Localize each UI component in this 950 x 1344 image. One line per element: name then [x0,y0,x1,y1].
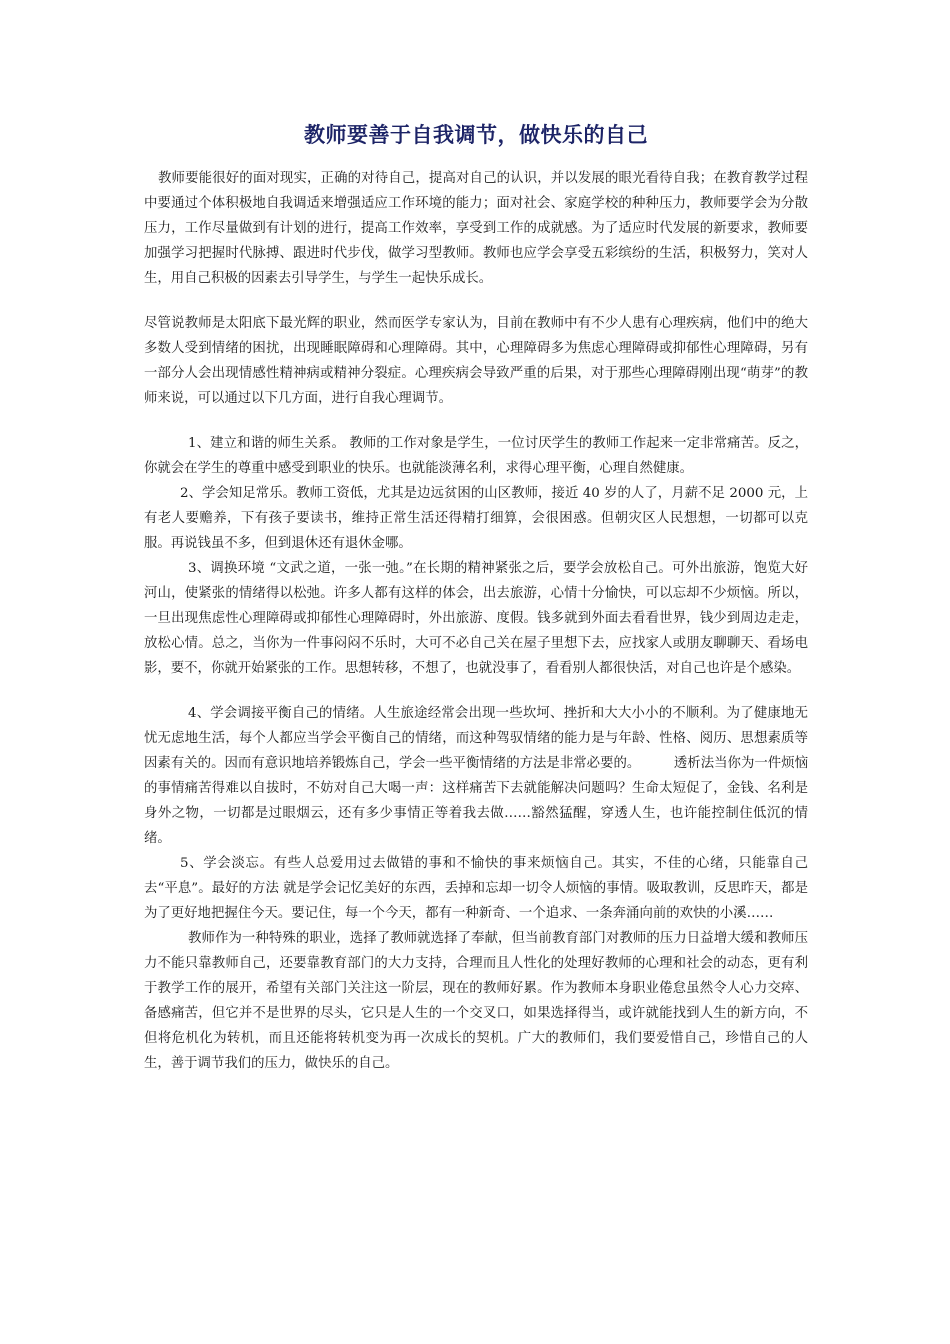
paragraph-conclusion: 教师作为一种特殊的职业，选择了教师就选择了奉献，但当前教育部门对教师的压力日益增大缓和教师压力不能只靠教师自己，还要靠教育部门的大力支持，合理而且人性化的处理好教师的心理和社会的动态，更有利于教学工作的展开，希望有关部门关注这一阶层，现在的教师好累。作为教师本身职业倦怠虽然令人心力交瘁、备感痛苦，但它并不是世界的尽头，它只是人生的一个交叉口，如果选择得当，或许就能找到人生的新方向，不但将危机化为转机，而且还能将转机变为再一次成长的契机。广大的教师们，我们要爱惜自己，珍惜自己的人生，善于调节我们的压力，做快乐的自己。 [144,931,808,1071]
paragraph-point-3: 3、调换环境 “文武之道，一张一弛。”在长期的精神紧张之后，要学会放松自己。可外出旅游，饱览大好河山，使紧张的情绪得以松弛。许多人都有这样的体会，出去旅游，心情十分愉快，可以忘却不少烦恼。所以，一旦出现焦虑性心理障碍或抑郁性心理障碍时，外出旅游、度假。钱多就到外面去看看世界，钱少到周边走走，放松心情。总之，当你为一件事闷闷不乐时，大可不必自己关在屋子里想下去，应找家人或朋友聊聊天、看场电影，要不，你就开始紧张的工作。思想转移，不想了，也就没事了，看看别人都很快活，对自己也许是个感染。 [144,561,808,676]
document-title: 教师要善于自我调节，做快乐的自己 [304,123,648,147]
paragraph-background: 尽管说教师是太阳底下最光辉的职业，然而医学专家认为，目前在教师中有不少人患有心理疾病，他们中的绝大多数人受到情绪的困扰，出现睡眠障碍和心理障碍。其中，心理障碍多为焦虑心理障碍或抑郁性心理障碍，另有一部分人会出现情感性精神病或精神分裂症。心理疾病会导致严重的后果，对于那些心理障碍刚出现“萌芽”的教师来说，可以通过以下几方面，进行自我心理调节。 [144,316,808,406]
paragraph-point-1: 1、建立和谐的师生关系。 教师的工作对象是学生，一位讨厌学生的教师工作起来一定非常痛苦。反之，你就会在学生的尊重中感受到职业的快乐。也就能淡薄名利，求得心理平衡，心理自然健康。 [144,436,808,476]
paragraph-intro: 教师要能很好的面对现实，正确的对待自己，提高对自己的认识，并以发展的眼光看待自我；在教育教学过程中要通过个体积极地自我调适来增强适应工作环境的能力；面对社会、家庭学校的种种压力，教师要学会为分散压力，工作尽量做到有计划的进行，提高工作效率，享受到工作的成就感。为了适应时代发展的新要求，教师要加强学习把握时代脉搏、跟进时代步伐，做学习型教师。教师也应学会享受五彩缤纷的生活，积极努力，笑对人生，用自己积极的因素去引导学生，与学生一起快乐成长。 [144,171,808,286]
paragraph-point-5: 5、学会淡忘。有些人总爱用过去做错的事和不愉快的事来烦恼自己。其实，不佳的心绪，只能靠自己去“平息”。最好的方法 就是学会记忆美好的东西，丢掉和忘却一切令人烦恼的事情。吸取教训，反思昨天，都是为了更好地把握住今天。要记住，每一个今天，都有一种新奇、一个追求、一条奔涌向前的欢快的小溪…… [144,856,808,921]
document-page [144,118,808,1076]
paragraph-point-4: 4、学会调接平衡自己的情绪。人生旅途经常会出现一些坎坷、挫折和大大小小的不顺利。为了健康地无忧无虑地生活，每个人都应当学会平衡自己的情绪，而这种驾驭情绪的能力是与年龄、性格、阅历、思想素质等因素有关的。因而有意识地培养锻炼自己，学会一些平衡情绪的方法是非常必要的。 透析法当你为一件烦恼的事情痛苦得难以自拔时，不妨对自己大喝一声：这样痛苦下去就能解决问题吗？生命太短促了，金钱、名利是身外之物，一切都是过眼烟云，还有多少事情正等着我去做……豁然猛醒，穿透人生，也许能控制住低沉的情绪。 [144,706,808,846]
paragraph-point-2: 2、学会知足常乐。教师工资低，尤其是边远贫困的山区教师，接近 40 岁的人了，月薪不足 2000 元，上有老人要赡养，下有孩子要读书，维持正常生活还得精打细算，会很困惑。但朝灾区人民想想，一切都可以克服。再说钱虽不多，但到退休还有退休金哪。 [144,486,808,551]
